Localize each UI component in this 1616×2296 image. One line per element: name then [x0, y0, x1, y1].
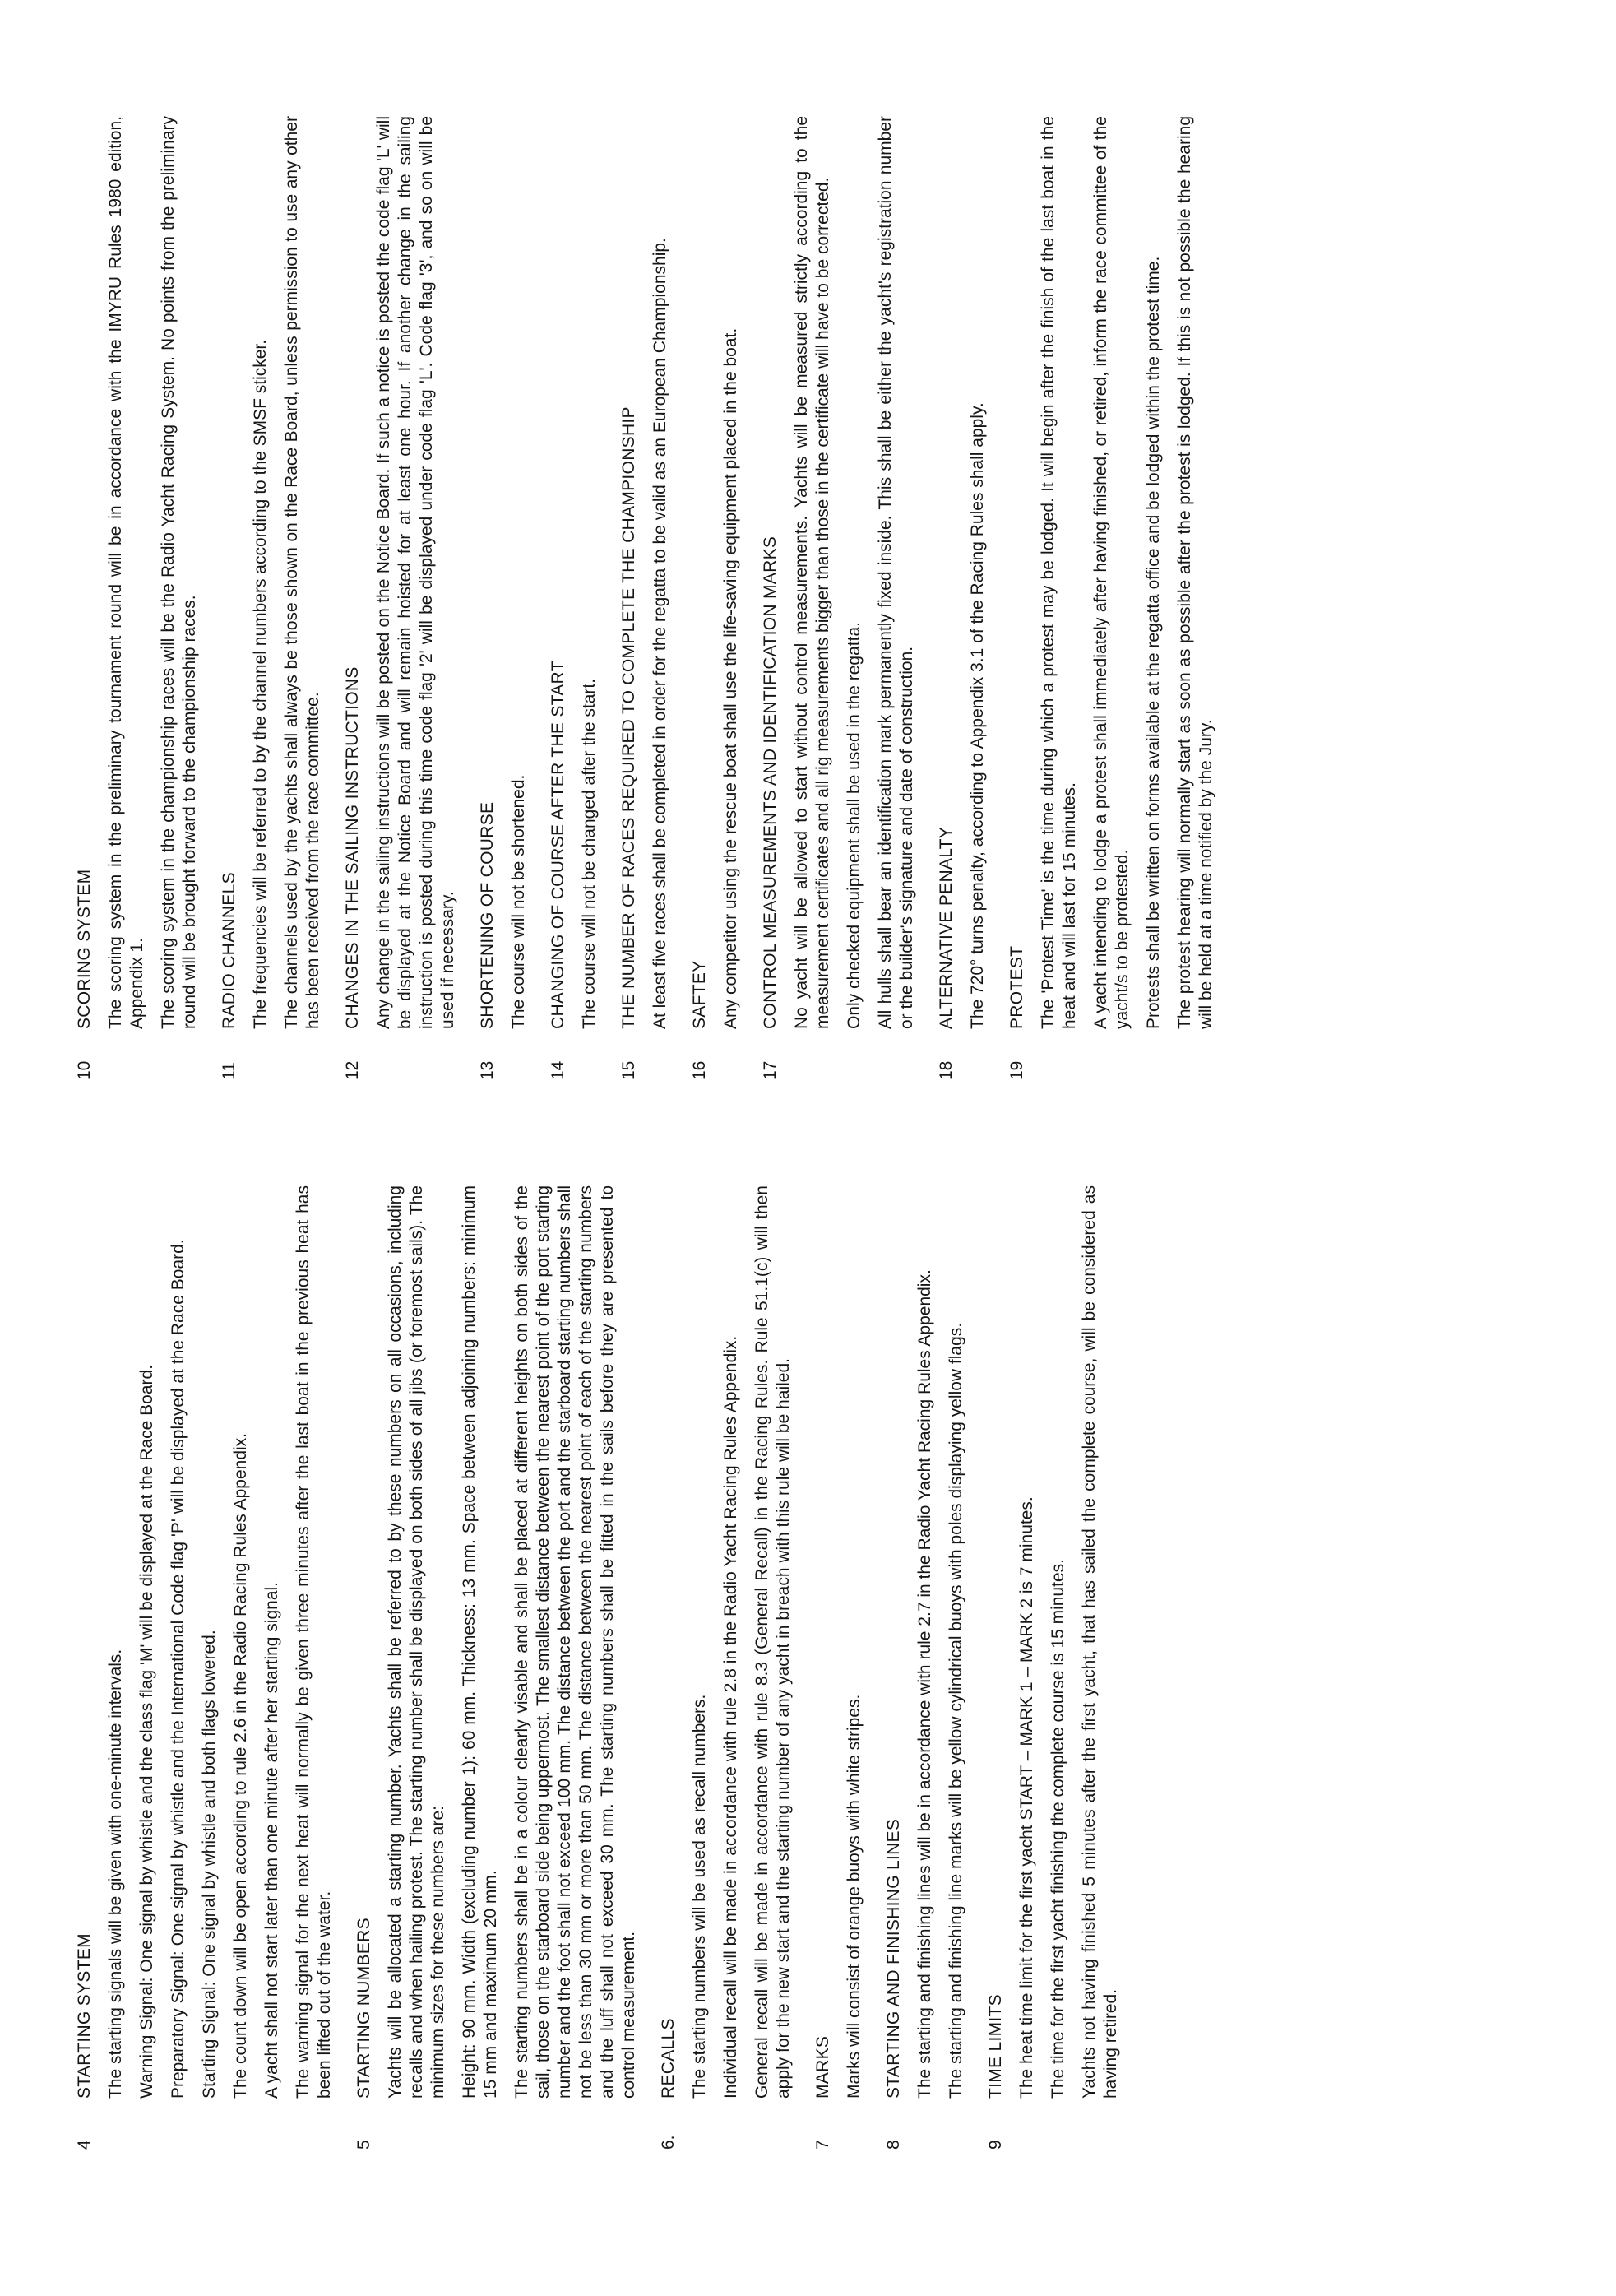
section-number: 18 — [937, 1060, 956, 1080]
section-heading: RADIO CHANNELS — [220, 872, 238, 1029]
left-column — [74, 1185, 1140, 2150]
section-paragraph: General recall will be made in accordance with rule 8.3 (General Recall) in the Racing Rules. Rule 51.1(c) will then apply for the new start and the starting number of any yacht in breach with this rule will be hailed. — [752, 1185, 793, 2099]
section-heading: STARTING AND FINISHING LINES — [884, 1818, 903, 2099]
section-heading: RECALLS — [659, 2018, 678, 2099]
section — [936, 116, 989, 1080]
section — [1007, 116, 1217, 1080]
section-paragraph: Any change in the sailing instructions will be posted on the Notice Board. If such a notice is posted the code flag 'L' will be displayed at the Notice Board and will remain hoisted for at least one hour. If another change in the sailing instruction is posted during this time code flag '2' will be displayed under code flag 'L'. Code flag '3', and so on will be used if necessary. — [374, 116, 457, 1029]
section-paragraph: The warning signal for the next heat will normally be given three minutes after the last boat in the previous heat has been lifted out of the water. — [294, 1185, 334, 2099]
section-paragraph: Individual recall will be made in accordance with rule 2.8 in the Radio Yacht Racing Rules Appendix. — [721, 1335, 740, 2099]
section-paragraph: Marks will consist of orange buoys with white stripes. — [845, 1694, 864, 2099]
section-paragraph: The scoring system in the preliminary tournament round will be in accordance with the IMYRU Rules 1980 edition, Appendix 1. — [106, 116, 146, 1029]
section-paragraph: The 'Protest Time' is the time during which a protest may be lodged. It will begin after the finish of the last boat in the heat and will last for 15 minutes. — [1039, 116, 1079, 1029]
section-paragraph: Height: 90 mm. Width (excluding number 1): 60 mm. Thickness: 13 mm. Space between adjoining numbers: minimum 15 mm and maximum 20 mm. — [460, 1185, 500, 2099]
section-paragraph: Yachts not having finished 5 minutes after the first yacht, that has sailed the complete course, will be considered as having retired. — [1080, 1185, 1120, 2099]
section-number: 15 — [619, 1060, 638, 1080]
section-paragraph: The time for the first yacht finishing the complete course is 15 minutes. — [1049, 1559, 1067, 2099]
section — [74, 1185, 336, 2150]
section — [354, 1185, 640, 2150]
section-paragraph: Protests shall be written on forms available at the regatta office and be lodged within the protest time. — [1144, 256, 1163, 1029]
section-number: 17 — [761, 1060, 780, 1080]
section-paragraph: Warning Signal: One signal by whistle and the class flag 'M' will be displayed at the Race Board. — [137, 1364, 156, 2099]
section-paragraph: The 720° turns penalty, according to Appendix 3.1 of the Racing Rules shall apply. — [968, 402, 987, 1029]
section-heading: SCORING SYSTEM — [75, 869, 94, 1029]
section-heading: ALTERNATIVE PENALTY — [937, 826, 956, 1029]
section — [689, 116, 742, 1080]
section-heading: TIME LIMITS — [986, 1994, 1005, 2099]
section — [74, 116, 201, 1080]
section-heading: THE NUMBER OF RACES REQUIRED TO COMPLETE THE CHAMPIONSHIP — [619, 406, 638, 1029]
section-number: 9 — [986, 2140, 1005, 2150]
section-number: 7 — [813, 2140, 832, 2150]
section-paragraph: The scoring system in the championship races will be the Radio Yacht Racing System. No points from the preliminary round will be brought forward to the championship races. — [159, 116, 199, 1029]
section-paragraph: The heat time limit for the first yacht START – MARK 1 – MARK 2 is 7 minutes. — [1017, 1496, 1036, 2099]
section-number: 13 — [478, 1060, 497, 1080]
section-heading: CHANGING OF COURSE AFTER THE START — [549, 661, 567, 1029]
section — [219, 116, 324, 1080]
section-number: 8 — [884, 2140, 903, 2150]
section-paragraph: Yachts will be allocated a starting number. Yachts shall be referred to by these numbers on all occasions, including recalls and when hailing protest. The starting number shall be displayed on both sides of all jibs (or foremost sails). The minimum sizes for these numbers are: — [386, 1185, 447, 2099]
section-number: 14 — [549, 1060, 567, 1080]
section — [658, 1185, 794, 2150]
section — [618, 116, 671, 1080]
section — [985, 1185, 1122, 2150]
section-paragraph: The starting signals will be given with one-minute intervals. — [106, 1649, 125, 2099]
section-heading: CHANGES IN THE SAILING INSTRUCTIONS — [343, 666, 362, 1029]
section-paragraph: The starting and finishing lines will be in accordance with rule 2.7 in the Radio Yacht Racing Rules Appendix. — [915, 1269, 934, 2099]
section — [813, 1185, 865, 2150]
section-heading: CONTROL MEASUREMENTS AND IDENTIFICATION MARKS — [761, 536, 780, 1029]
section-heading: SHORTENING OF COURSE — [478, 801, 497, 1029]
section-paragraph: The starting numbers will be used as recall numbers. — [690, 1694, 709, 2099]
section-paragraph: A yacht intending to lodge a protest shall immediately after having finished, or retired, inform the race committee of the yacht/s to be protested. — [1091, 116, 1132, 1029]
section-heading: SAFTEY — [690, 960, 709, 1029]
section-number: 4 — [75, 2140, 94, 2150]
section-number: 12 — [343, 1060, 362, 1080]
section — [760, 116, 918, 1080]
section-number: 5 — [354, 2140, 373, 2150]
section-number: 10 — [75, 1060, 94, 1080]
section-heading: STARTING SYSTEM — [75, 1933, 94, 2099]
section-paragraph: The protest hearing will normally start as soon as possible after the protest is lodged. If this is not possible the hearing will be held at a time notified by the Jury. — [1175, 116, 1215, 1029]
section — [342, 116, 459, 1080]
section-paragraph: Any competitor using the rescue boat shall use the life-saving equipment placed in the boat. — [721, 327, 740, 1029]
section-paragraph: All hulls shall bear an identification mark permanently fixed inside. This shall be either the yacht's registration number or the builder's signature and date of construction. — [876, 116, 916, 1029]
section-heading: PROTEST — [1007, 945, 1026, 1029]
section — [548, 116, 600, 1080]
section-paragraph: The starting numbers shall be in a colour clearly visable and shall be placed at different heights on both sides of the sail, those on the starboard side being uppermost. The smallest distance between the nearest point of the port starting number and the foot shall not exceed 100 mm. The distance between the port and the starboard starting numbers shall not be less than 30 mm or more than 50 mm. The distance between the nearest point of each of the starting numbers and the luff shall not exceed 30 mm. The starting numbers shall be fitted in the sails before they are presented to control measurement. — [512, 1185, 638, 2099]
section-heading: STARTING NUMBERS — [354, 1918, 373, 2099]
section — [883, 1185, 967, 2150]
section-heading: MARKS — [813, 2035, 832, 2099]
section-paragraph: Only checked equipment shall be used in the regatta. — [845, 622, 864, 1029]
section-paragraph: A yacht shall not start later than one minute after her starting signal. — [262, 1581, 281, 2099]
section-paragraph: The frequencies will be referred to by the channel numbers according to the SMSF sticker. — [251, 339, 270, 1029]
section-number: 19 — [1007, 1060, 1026, 1080]
section-paragraph: The channels used by the yachts shall always be those shown on the Race Board, unless permission to use any other has been received from the race committee. — [282, 116, 322, 1029]
section-number: 11 — [220, 1062, 238, 1080]
section-paragraph: The course will not be shortened. — [509, 774, 528, 1029]
section-paragraph: At least five races shall be completed in order for the regatta to be valid as an European Championship. — [651, 238, 669, 1029]
section — [477, 116, 530, 1080]
section-paragraph: Starting Signal: One signal by whistle and both flags lowered. — [200, 1630, 219, 2099]
section-number: 6. — [659, 2135, 678, 2150]
section-paragraph: No yacht will be allowed to start without control measurements. Yachts will be measured strictly according to the measurement certificates and all rig measurements bigger than those in the certificate will have to be corrected. — [792, 116, 832, 1029]
section-paragraph: The count down will be open according to rule 2.6 in the Radio Racing Rules Appendix. — [231, 1432, 250, 2099]
section-paragraph: The course will not be changed after the start. — [580, 678, 599, 1029]
right-column — [74, 116, 1235, 1080]
section-paragraph: Preparatory Signal: One signal by whistle and the International Code flag 'P' will be displayed at the Race Board. — [169, 1239, 188, 2099]
section-number: 16 — [690, 1060, 709, 1080]
section-paragraph: The starting and finishing line marks will be yellow cylindrical buoys with poles displaying yellow flags. — [947, 1322, 965, 2099]
